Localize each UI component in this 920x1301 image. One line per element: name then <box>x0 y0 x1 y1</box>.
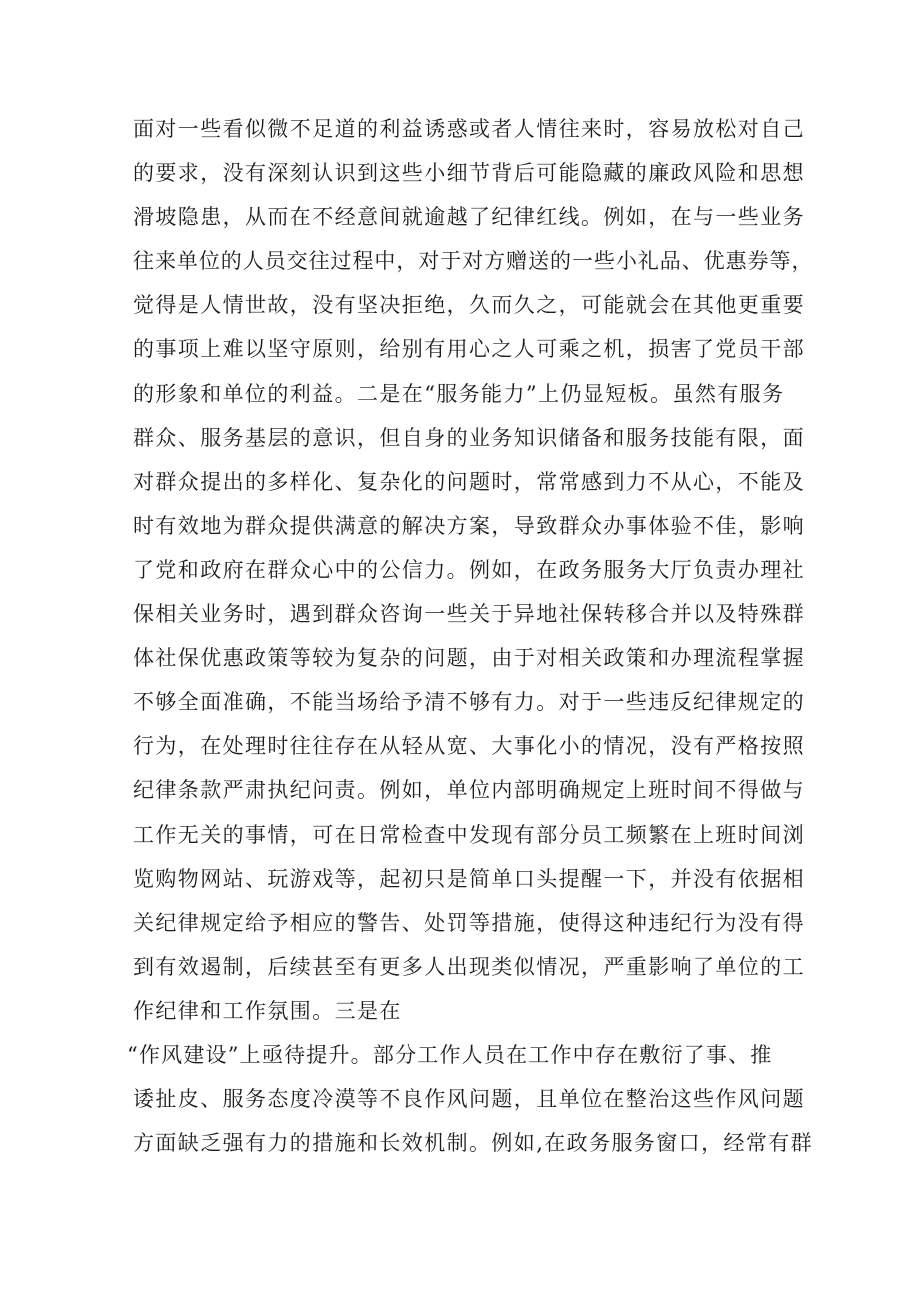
text-line: 时有效地为群众提供满意的解决方案，导致群众办事体验不佳，影响 <box>133 513 805 538</box>
text-line: 行为，在处理时往往存在从轻从宽、大事化小的情况，没有严格按照 <box>133 734 805 759</box>
text-line: 关纪律规定给予相应的警告、处罚等措施，使得这种违纪行为没有得 <box>133 910 805 935</box>
text-line: 不够全面准确，不能当场给予清不够有力。对于一些违反纪律规定的 <box>133 690 805 715</box>
text-line: 保相关业务时，遇到群众咨询一些关于异地社保转移合并以及特殊群 <box>133 602 805 627</box>
text-line: 滑坡隐患，从而在不经意间就逾越了纪律红线。例如，在与一些业务 <box>133 205 805 230</box>
body-paragraph <box>127 107 814 1165</box>
text-line: 诿扯皮、服务态度冷漠等不良作风问题，且单位在整治这些作风问题 <box>133 1087 805 1112</box>
text-line: 觉得是人情世故，没有坚决拒绝，久而久之，可能就会在其他更重要 <box>133 293 805 318</box>
text-line: 群众、服务基层的意识，但自身的业务知识储备和服务技能有限，面 <box>133 425 805 450</box>
text-line: 纪律条款严肃执纪问责。例如，单位内部明确规定上班时间不得做与 <box>133 778 805 803</box>
text-line: 体社保优惠政策等较为复杂的问题，由于对相关政策和办理流程掌握 <box>133 646 805 671</box>
text-line: 到有效遏制，后续甚至有更多人出现类似情况，严重影响了单位的工 <box>133 954 805 979</box>
text-line: 对群众提出的多样化、复杂化的问题时，常常感到力不从心，不能及 <box>133 469 805 494</box>
text-line: 工作无关的事情，可在日常检查中发现有部分员工频繁在上班时间浏 <box>133 822 805 847</box>
text-line: 的形象和单位的利益。二是在“服务能力”上仍显短板。虽然有服务 <box>133 381 785 406</box>
text-line: 往来单位的人员交往过程中，对于对方赠送的一些小礼品、优惠券等， <box>133 249 814 274</box>
text-line: 了党和政府在群众心中的公信力。例如，在政务服务大厅负责办理社 <box>133 557 805 582</box>
text-line: 览购物网站、玩游戏等，起初只是简单口头提醒一下，并没有依据相 <box>133 866 805 891</box>
text-line: “作风建设”上亟待提升。部分工作人员在工作中存在敷衍了事、推 <box>127 1042 773 1067</box>
text-line: 的事项上难以坚守原则，给别有用心之人可乘之机，损害了党员干部 <box>133 337 805 362</box>
text-line: 的要求，没有深刻认识到这些小细节背后可能隐藏的廉政风险和思想 <box>133 161 805 186</box>
text-line: 方面缺乏强有力的措施和长效机制。例如,在政务服务窗口，经常有群 <box>133 1131 814 1156</box>
text-line: 作纪律和工作氛围。三是在 <box>133 998 402 1023</box>
text-line: 面对一些看似微不足道的利益诱惑或者人情往来时，容易放松对自己 <box>133 117 805 141</box>
